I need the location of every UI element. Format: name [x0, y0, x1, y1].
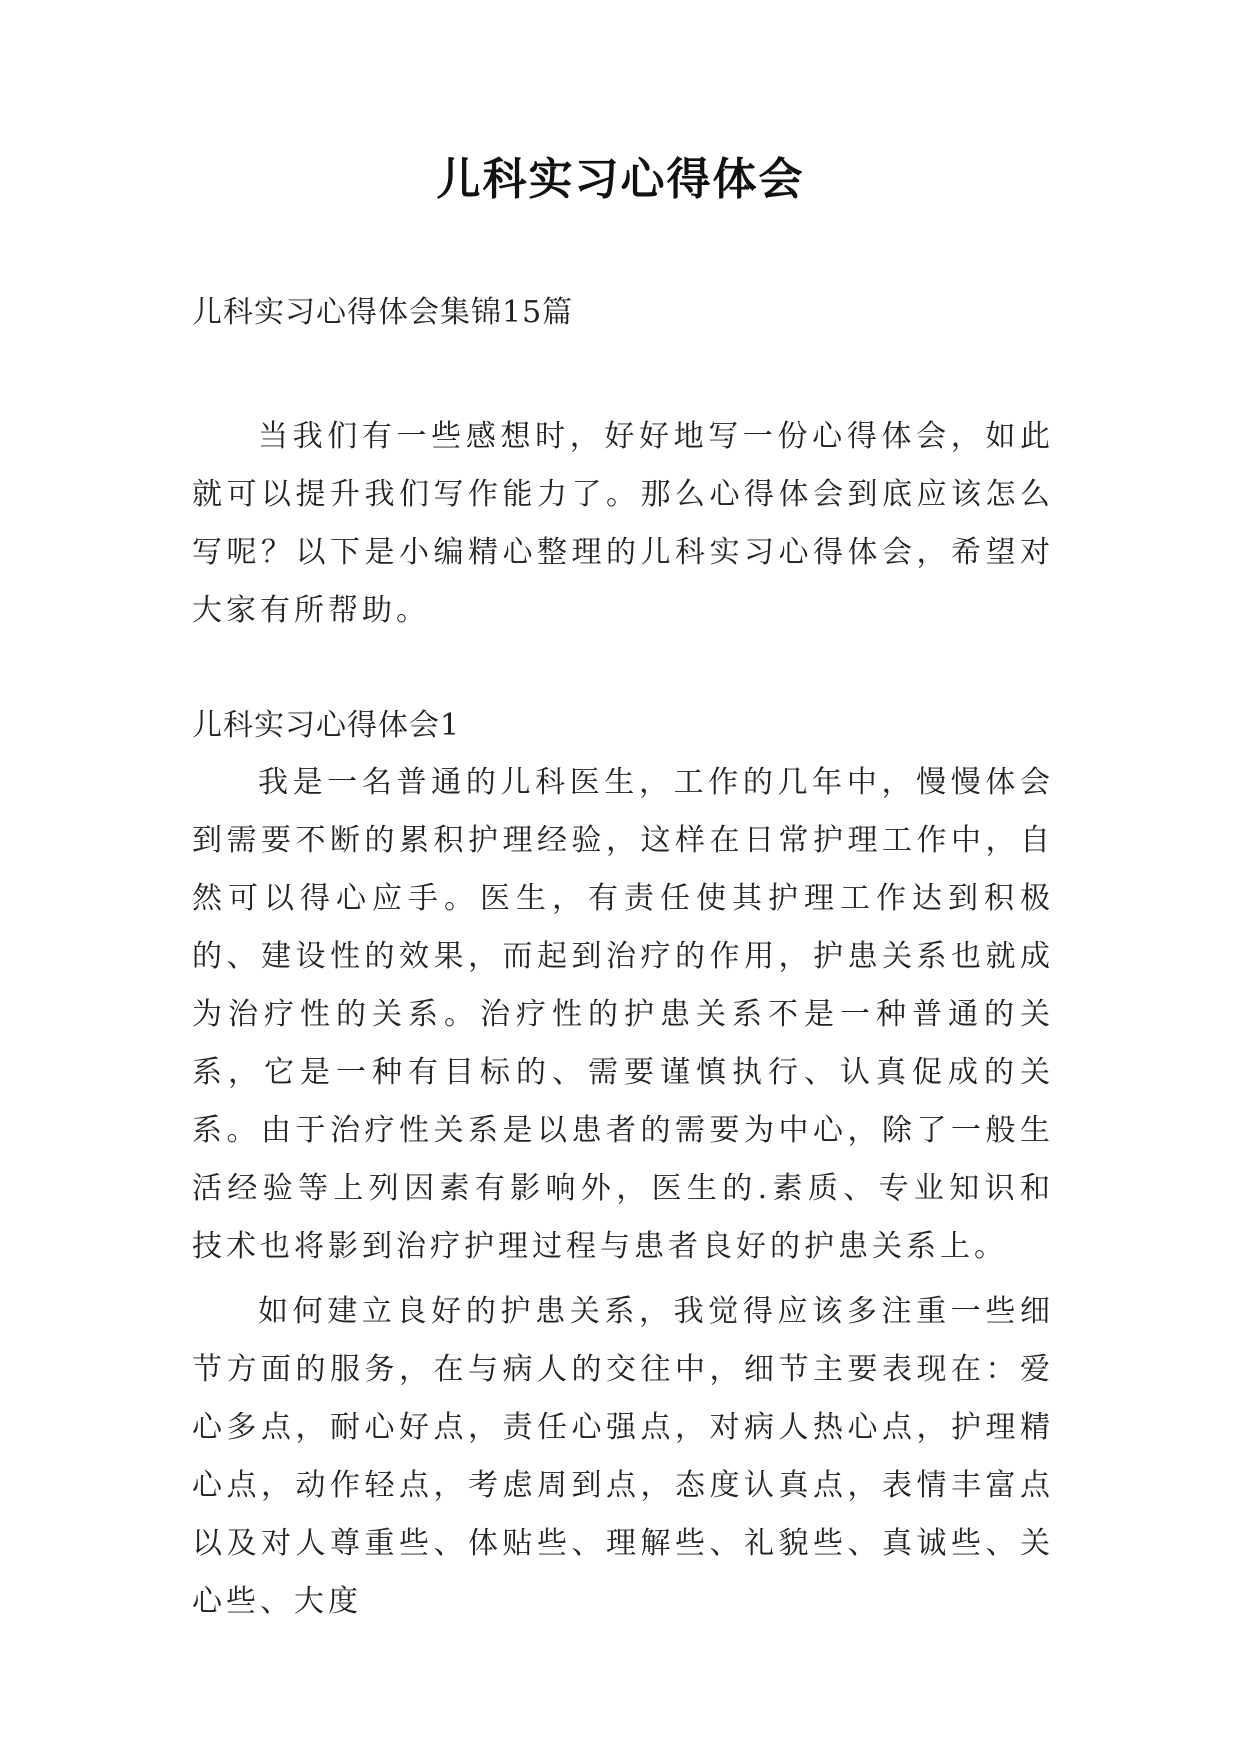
section-1-paragraph-2: 如何建立良好的护患关系，我觉得应该多注重一些细节方面的服务，在与病人的交往中，细节主要表现在：爱心多点，耐心好点，责任心强点，对病人热心点，护理精心点，动作轻点，考虑周到点，态度认真点，表情丰富点以及对人尊重些、体贴些、理解些、礼貌些、真诚些、关心些、大度 — [192, 1294, 1054, 1619]
document-title: 儿科实习心得体会 — [436, 154, 805, 205]
section-1-paragraph-1: 我是一名普通的儿科医生，工作的几年中，慢慢体会到需要不断的累积护理经验，这样在日常护理工作中，自然可以得心应手。医生，有责任使其护理工作达到积极的、建设性的效果，而起到治疗的作用，护患关系也就成为治疗性的关系。治疗性的护患关系不是一种普通的关系，它是一种有目标的、需要谨慎执行、认真促成的关系。由于治疗性关系是以患者的需要为中心，除了一般生活经验等上列因素有影响外，医生的.素质、专业知识和技术也将影到治疗护理过程与患者良好的护患关系上。 — [192, 765, 1054, 1264]
document-subtitle: 儿科实习心得体会集锦15篇 — [192, 295, 574, 330]
section-heading-1: 儿科实习心得体会1 — [192, 708, 461, 743]
intro-paragraph: 当我们有一些感想时，好好地写一份心得体会，如此就可以提升我们写作能力了。那么心得体会到底应该怎么写呢？以下是小编精心整理的儿科实习心得体会，希望对大家有所帮助。 — [192, 419, 1054, 628]
